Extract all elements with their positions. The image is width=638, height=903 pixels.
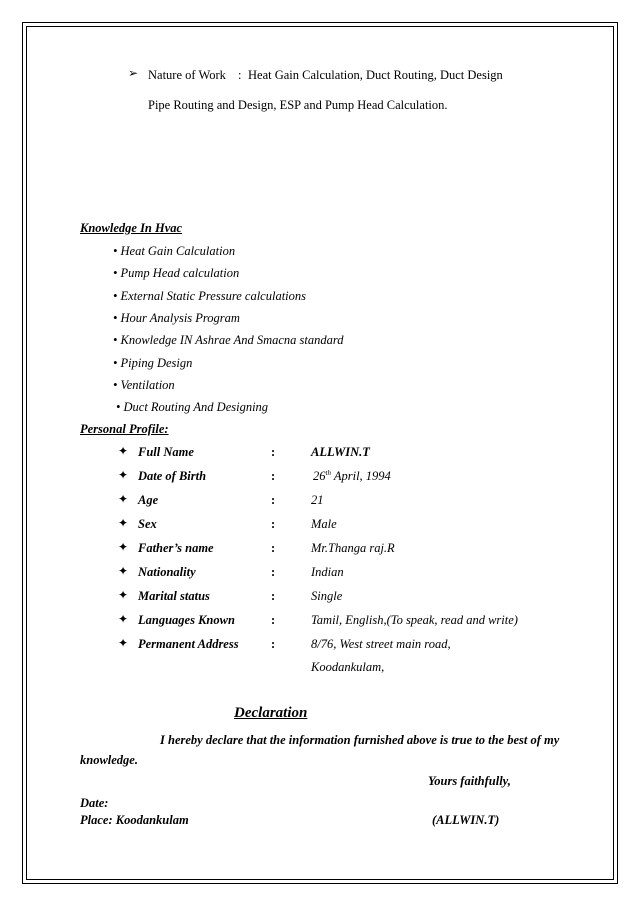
knowledge-item: • Heat Gain Calculation bbox=[113, 244, 236, 258]
profile-colon: : bbox=[271, 589, 276, 603]
profile-colon: : bbox=[271, 565, 276, 579]
star-bullet-icon: ✦ bbox=[118, 468, 129, 482]
arrow-bullet-icon: ➢ bbox=[128, 66, 139, 80]
knowledge-item: • Hour Analysis Program bbox=[113, 311, 240, 325]
profile-label: Nationality bbox=[138, 565, 196, 579]
star-bullet-icon: ✦ bbox=[118, 516, 129, 530]
knowledge-item: • Duct Routing And Designing bbox=[116, 400, 269, 414]
profile-value-age: 21 bbox=[311, 493, 324, 507]
star-bullet-icon: ✦ bbox=[118, 540, 129, 554]
profile-colon: : bbox=[271, 493, 276, 507]
profile-value-languages: Tamil, English,(To speak, read and write) bbox=[311, 613, 518, 627]
profile-label: Languages Known bbox=[138, 613, 235, 627]
profile-heading: Personal Profile: bbox=[80, 422, 169, 436]
profile-value-sex: Male bbox=[311, 517, 337, 531]
profile-label: Father’s name bbox=[138, 541, 214, 555]
date-label: Date: bbox=[80, 796, 109, 810]
profile-value-dob bbox=[313, 469, 391, 484]
star-bullet-icon: ✦ bbox=[118, 564, 129, 578]
declaration-text-line2: knowledge. bbox=[80, 753, 138, 767]
work-separator: : bbox=[238, 68, 242, 82]
knowledge-item: • Pump Head calculation bbox=[113, 266, 240, 280]
declaration-heading: Declaration bbox=[234, 705, 308, 721]
profile-label: Marital status bbox=[138, 589, 210, 603]
profile-value-nationality: Indian bbox=[311, 565, 344, 579]
profile-value-full-name: ALLWIN.T bbox=[311, 445, 370, 459]
profile-colon: : bbox=[271, 637, 276, 651]
knowledge-heading: Knowledge In Hvac bbox=[80, 221, 183, 235]
profile-colon: : bbox=[271, 541, 276, 555]
profile-value-marital: Single bbox=[311, 589, 343, 603]
profile-colon: : bbox=[271, 445, 276, 459]
profile-value-address-line2: Koodankulam, bbox=[311, 660, 385, 674]
profile-label: Age bbox=[138, 493, 159, 507]
profile-label: Permanent Address bbox=[138, 637, 239, 651]
profile-label: Date of Birth bbox=[138, 469, 207, 483]
profile-colon: : bbox=[271, 613, 276, 627]
profile-value-father: Mr.Thanga raj.R bbox=[311, 541, 395, 555]
knowledge-item: • Knowledge IN Ashrae And Smacna standard bbox=[113, 333, 344, 347]
declaration-text-line1: I hereby declare that the information furnished above is true to the best of my bbox=[160, 733, 560, 747]
profile-label: Full Name bbox=[138, 445, 194, 459]
knowledge-item: • External Static Pressure calculations bbox=[113, 289, 306, 303]
star-bullet-icon: ✦ bbox=[118, 612, 129, 626]
place-label: Place: Koodankulam bbox=[80, 813, 189, 827]
dob-rest: April, 1994 bbox=[330, 469, 391, 483]
dob-day: 26 bbox=[313, 469, 326, 483]
work-label: Nature of Work bbox=[148, 68, 226, 82]
work-description-line1: Heat Gain Calculation, Duct Routing, Duct Design bbox=[248, 68, 503, 82]
profile-colon: : bbox=[271, 469, 276, 483]
profile-colon: : bbox=[271, 517, 276, 531]
star-bullet-icon: ✦ bbox=[118, 492, 129, 506]
star-bullet-icon: ✦ bbox=[118, 588, 129, 602]
knowledge-item: • Ventilation bbox=[113, 378, 175, 392]
star-bullet-icon: ✦ bbox=[118, 444, 129, 458]
work-description-line2: Pipe Routing and Design, ESP and Pump Head Calculation. bbox=[148, 98, 448, 112]
star-bullet-icon: ✦ bbox=[118, 636, 129, 650]
dob-suffix: th bbox=[325, 468, 331, 477]
signature-name: (ALLWIN.T) bbox=[432, 813, 500, 827]
closing-text: Yours faithfully, bbox=[428, 774, 511, 788]
profile-value-address: 8/76, West street main road, bbox=[311, 637, 451, 651]
profile-label: Sex bbox=[138, 517, 157, 531]
knowledge-item: • Piping Design bbox=[113, 356, 193, 370]
